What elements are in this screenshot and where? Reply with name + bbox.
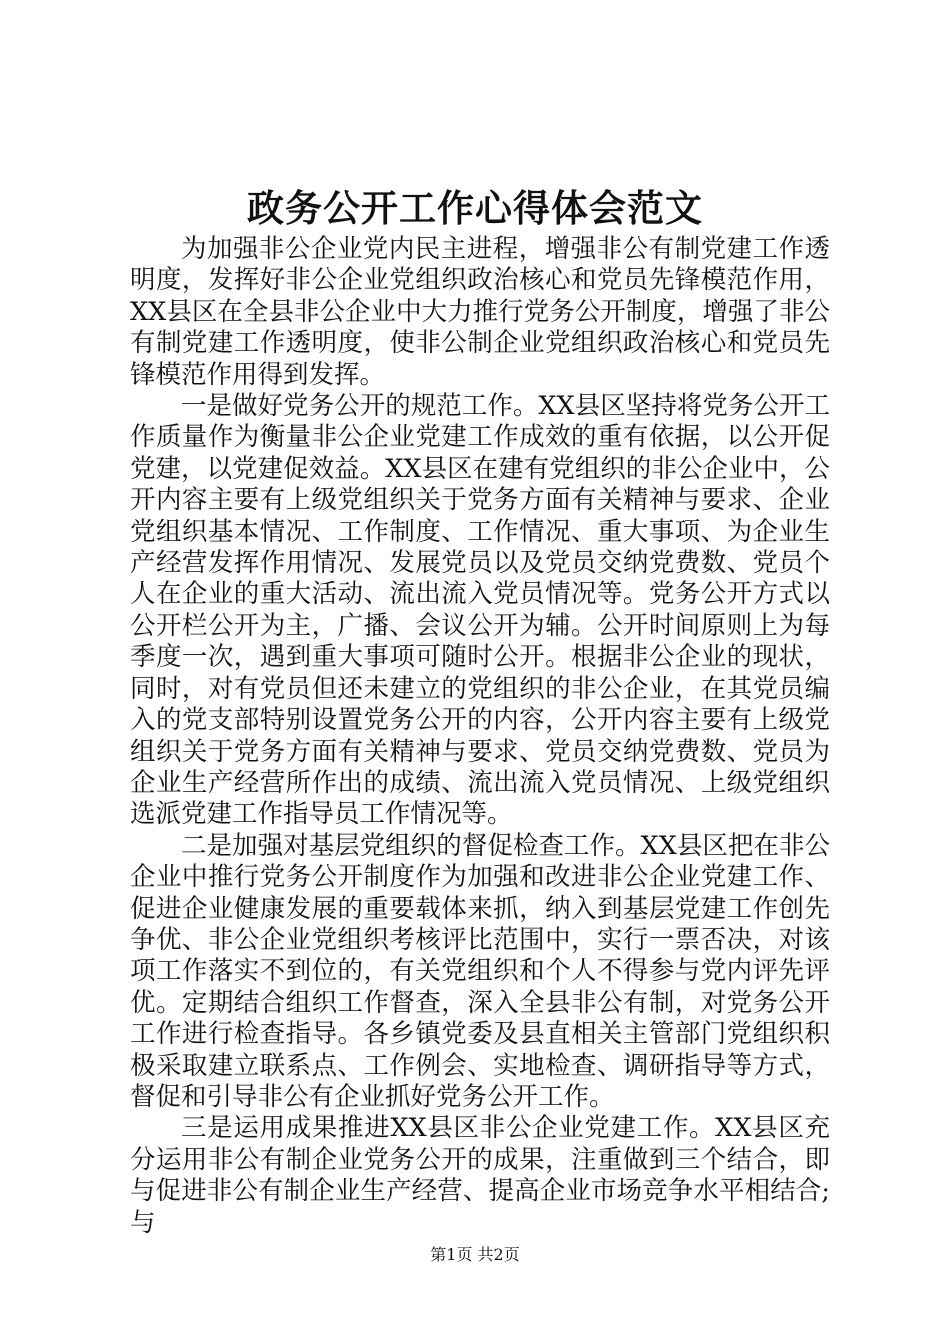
page-footer: 第1页 共2页 <box>430 1245 520 1264</box>
paragraph-three: 三是运用成果推进XX县区非公企业党建工作。XX县区充分运用非公有制企业党务公开的成果，注重做到三个结合，即与促进非公有制企业生产经营、提高企业市场竞争水平相结合;与 <box>130 1113 830 1238</box>
paragraph-one: 一是做好党务公开的规范工作。XX县区坚持将党务公开工作质量作为衡量非公企业党建工作成效的重有依据，以公开促党建，以党建促效益。XX县区在建有党组织的非公企业中，公开内容主要有上级党组织关于党务方面有关精神与要求、企业党组织基本情况、工作制度、工作情况、重大事项、为企业生产经营发挥作用情况、发展党员以及党员交纳党费数、党员个人在企业的重大活动、流出流入党员情况等。党务公开方式以公开栏公开为主，广播、会议公开为辅。公开时间原则上为每季度一次，遇到重大事项可随时公开。根据非公企业的现状，同时，对有党员但还未建立的党组织的非公企业，在其党员编入的党支部特别设置党务公开的内容，公开内容主要有上级党组织关于党务方面有关精神与要求、党员交纳党费数、党员为企业生产经营所作出的成绩、流出流入党员情况、上级党组织选派党建工作指导员工作情况等。 <box>130 391 830 830</box>
document-body <box>130 234 830 1239</box>
document-title: 政务公开工作心得体会范文 <box>247 186 703 230</box>
paragraph-intro: 为加强非公企业党内民主进程，增强非公有制党建工作透明度，发挥好非公企业党组织政治核心和党员先锋模范作用，XX县区在全县非公企业中大力推行党务公开制度，增强了非公有制党建工作透明度，使非公制企业党组织政治核心和党员先锋模范作用得到发挥。 <box>130 234 830 390</box>
paragraph-two: 二是加强对基层党组织的督促检查工作。XX县区把在非公企业中推行党务公开制度作为加强和改进非公企业党建工作、促进企业健康发展的重要载体来抓，纳入到基层党建工作创先争优、非公企业党组织考核评比范围中，实行一票否决，对该项工作落实不到位的，有关党组织和个人不得参与党内评先评优。定期结合组织工作督查，深入全县非公有制，对党务公开工作进行检查指导。各乡镇党委及县直相关主管部门党组织积极采取建立联系点、工作例会、实地检查、调研指导等方式，督促和引导非公有企业抓好党务公开工作。 <box>130 830 830 1112</box>
